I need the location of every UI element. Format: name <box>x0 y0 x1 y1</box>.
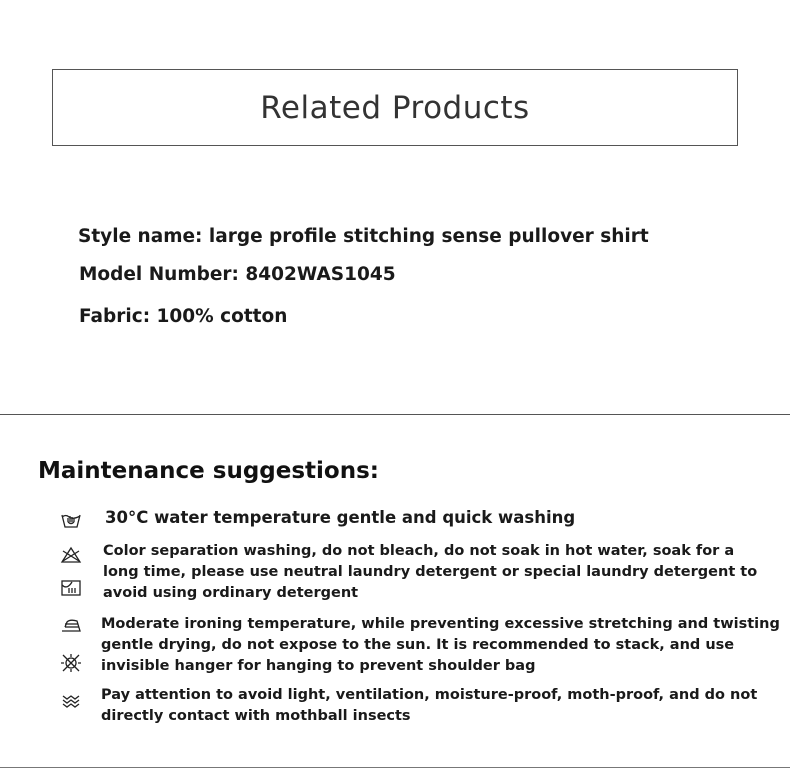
care-item-ironing: Moderate ironing temperature, while preventing excessive stretching and twisting gentle drying, do not expose to the sun. It is recommended to stack, and use invisible hanger for hanging to prevent shoulder bag <box>101 616 780 674</box>
fabric: Fabric: 100% cotton <box>79 306 288 327</box>
iron-icon <box>60 615 82 635</box>
care-item-washing: 30°C water temperature gentle and quick washing <box>105 508 576 527</box>
no-tumble-dry-icon <box>60 653 82 673</box>
related-products-header <box>52 69 738 146</box>
maintenance-heading: Maintenance suggestions: <box>38 458 379 484</box>
line-dry-icon <box>60 578 82 598</box>
air-ventilation-icon <box>60 690 82 710</box>
section-divider <box>0 414 790 415</box>
no-bleach-icon <box>60 545 82 565</box>
care-item-separation: Color separation washing, do not bleach, do not soak in hot water, soak for a long time, please use neutral laundry detergent or special laundry detergent to avoid using ordinary detergent <box>103 543 758 601</box>
style-name: Style name: large profile stitching sense pullover shirt <box>78 226 649 247</box>
model-number: Model Number: 8402WAS1045 <box>79 264 396 285</box>
bottom-divider <box>0 767 790 768</box>
hand-wash-icon <box>60 510 82 530</box>
page-title: Related Products <box>260 89 530 126</box>
care-item-storage: Pay attention to avoid light, ventilation, moisture-proof, moth-proof, and do not directly contact with mothball insects <box>101 687 758 724</box>
